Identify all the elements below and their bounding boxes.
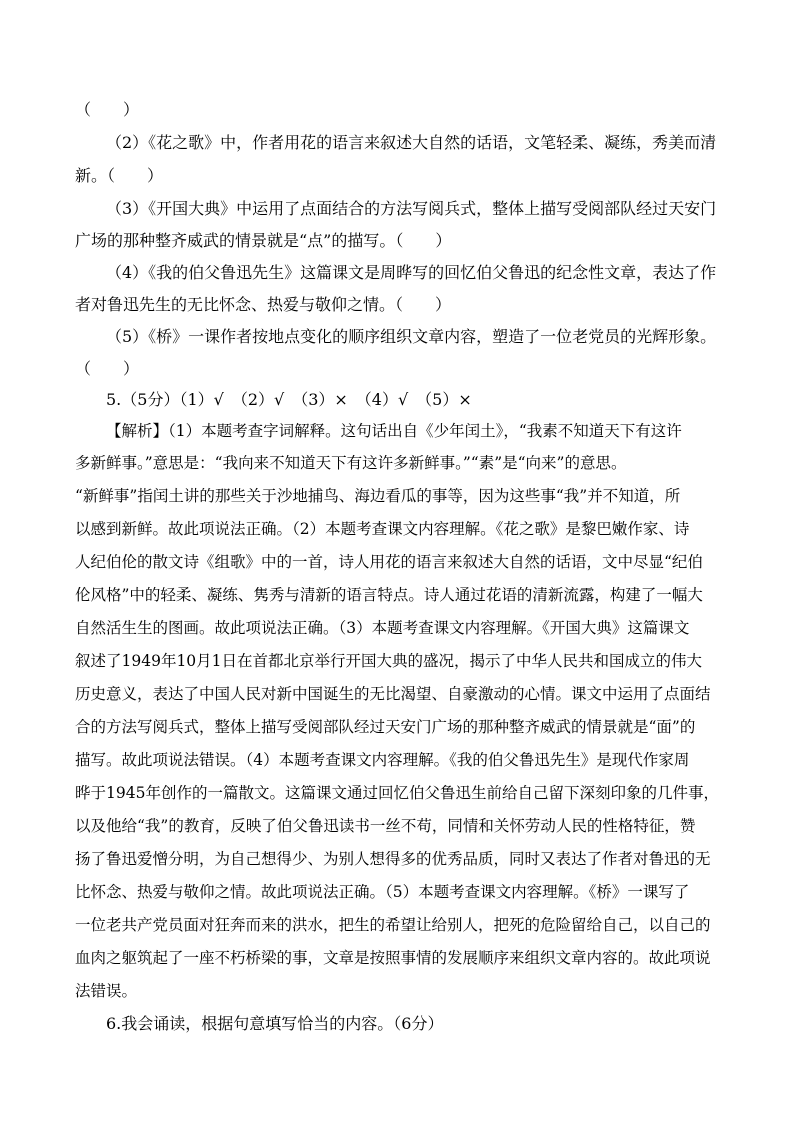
question-3-line-2: 广场的那种整齐威武的情景就是“点”的描写。（ ） <box>75 231 452 250</box>
analysis-line: 多新鲜事。”意思是：“我向来不知道天下有这许多新鲜事。”“素”是“向来”的意思。 <box>75 454 627 472</box>
question-4-line-2: 者对鲁迅先生的无比怀念、热爱与敬仰之情。（ ） <box>75 295 452 314</box>
question-3-line-1: （3）《开国大典》中运用了点面结合的方法写阅兵式，整体上描写受阅部队经过天安门 <box>106 199 717 218</box>
analysis-line: 扬了鲁迅爱憎分明，为自己想得少、为别人想得多的优秀品质，同时又表达了作者对鲁迅的无 <box>75 850 711 868</box>
analysis-line: 比怀念、热爱与敬仰之情。故此项说法正确。（5）本题考查课文内容理解。《桥》一课写了 <box>75 883 690 901</box>
analysis-line: 一位老共产党员面对狂奔而来的洪水，把生的希望让给别人，把死的危险留给自己，以自己的 <box>75 916 711 934</box>
analysis-line: 法错误。 <box>75 982 138 1000</box>
question-5-line-1: （5）《桥》一课作者按地点变化的顺序组织文章内容，塑造了一位老党员的光辉形象。 <box>106 327 717 346</box>
analysis-line: 描写。故此项说法错误。（4）本题考查课文内容理解。《我的伯父鲁迅先生》是现代作家周 <box>75 751 690 769</box>
analysis-line: 以及他给“我”的教育，反映了伯父鲁迅读书一丝不苟，同情和关怀劳动人民的性格特征，赞 <box>75 817 696 835</box>
analysis-line: “新鲜事”指闰土讲的那些关于沙地捕鸟、海边看瓜的事等，因为这些事“我”并不知道，所 <box>75 487 681 505</box>
analysis-line: 血肉之躯筑起了一座不朽桥梁的事，文章是按照事情的发展顺序来组织文章内容的。故此项说 <box>75 949 711 967</box>
next-question-heading: 6.我会诵读，根据句意填写恰当的内容。（6分） <box>106 1014 444 1033</box>
analysis-line: 叙述了1949年10月1日在首都北京举行开国大典的盛况，揭示了中华人民共和国成立的伟大 <box>75 652 703 670</box>
analysis-line: 合的方法写阅兵式，整体上描写受阅部队经过天安门广场的那种整齐威武的情景就是“面”的 <box>75 718 696 736</box>
analysis-line: 历史意义，表达了中国人民对新中国诞生的无比渴望、自豪激动的心情。课文中运用了点面结 <box>75 685 711 703</box>
analysis-line: 晔于1945年创作的一篇散文。这篇课文通过回忆伯父鲁迅生前给自己留下深刻印象的几件事， <box>75 784 719 802</box>
question-2-line-1: （2）《花之歌》中，作者用花的语言来叙述大自然的话语，文笔轻柔、凝练，秀美而清 <box>106 133 717 152</box>
answer-line: 5.（5分）（1）√ （2）√ （3）× （4）√ （5）× <box>106 390 472 409</box>
question-2-line-2: 新。（ ） <box>75 166 164 185</box>
question-1-blank: （ ） <box>75 100 140 119</box>
question-5-line-2: （ ） <box>75 359 140 378</box>
analysis-line: 伦风格”中的轻柔、凝练、隽秀与清新的语言特点。诗人通过花语的清新流露，构建了一幅大 <box>75 586 703 604</box>
question-4-line-1: （4）《我的伯父鲁迅先生》这篇课文是周晔写的回忆伯父鲁迅的纪念性文章，表达了作 <box>106 263 717 282</box>
analysis-line: 人纪伯伦的散文诗《组歌》中的一首，诗人用花的语言来叙述大自然的话语，文中尽显“纪伯 <box>75 553 703 571</box>
analysis-line: 自然活生生的图画。故此项说法正确。（3）本题考查课文内容理解。《开国大典》这篇课文 <box>75 619 690 637</box>
analysis-line: 【解析】（1）本题考查字词解释。这句话出自《少年闰土》，“我素不知道天下有这许 <box>106 422 682 440</box>
analysis-line: 以感到新鲜。故此项说法正确。（2）本题考查课文内容理解。《花之歌》是黎巴嫩作家、诗 <box>75 520 690 538</box>
